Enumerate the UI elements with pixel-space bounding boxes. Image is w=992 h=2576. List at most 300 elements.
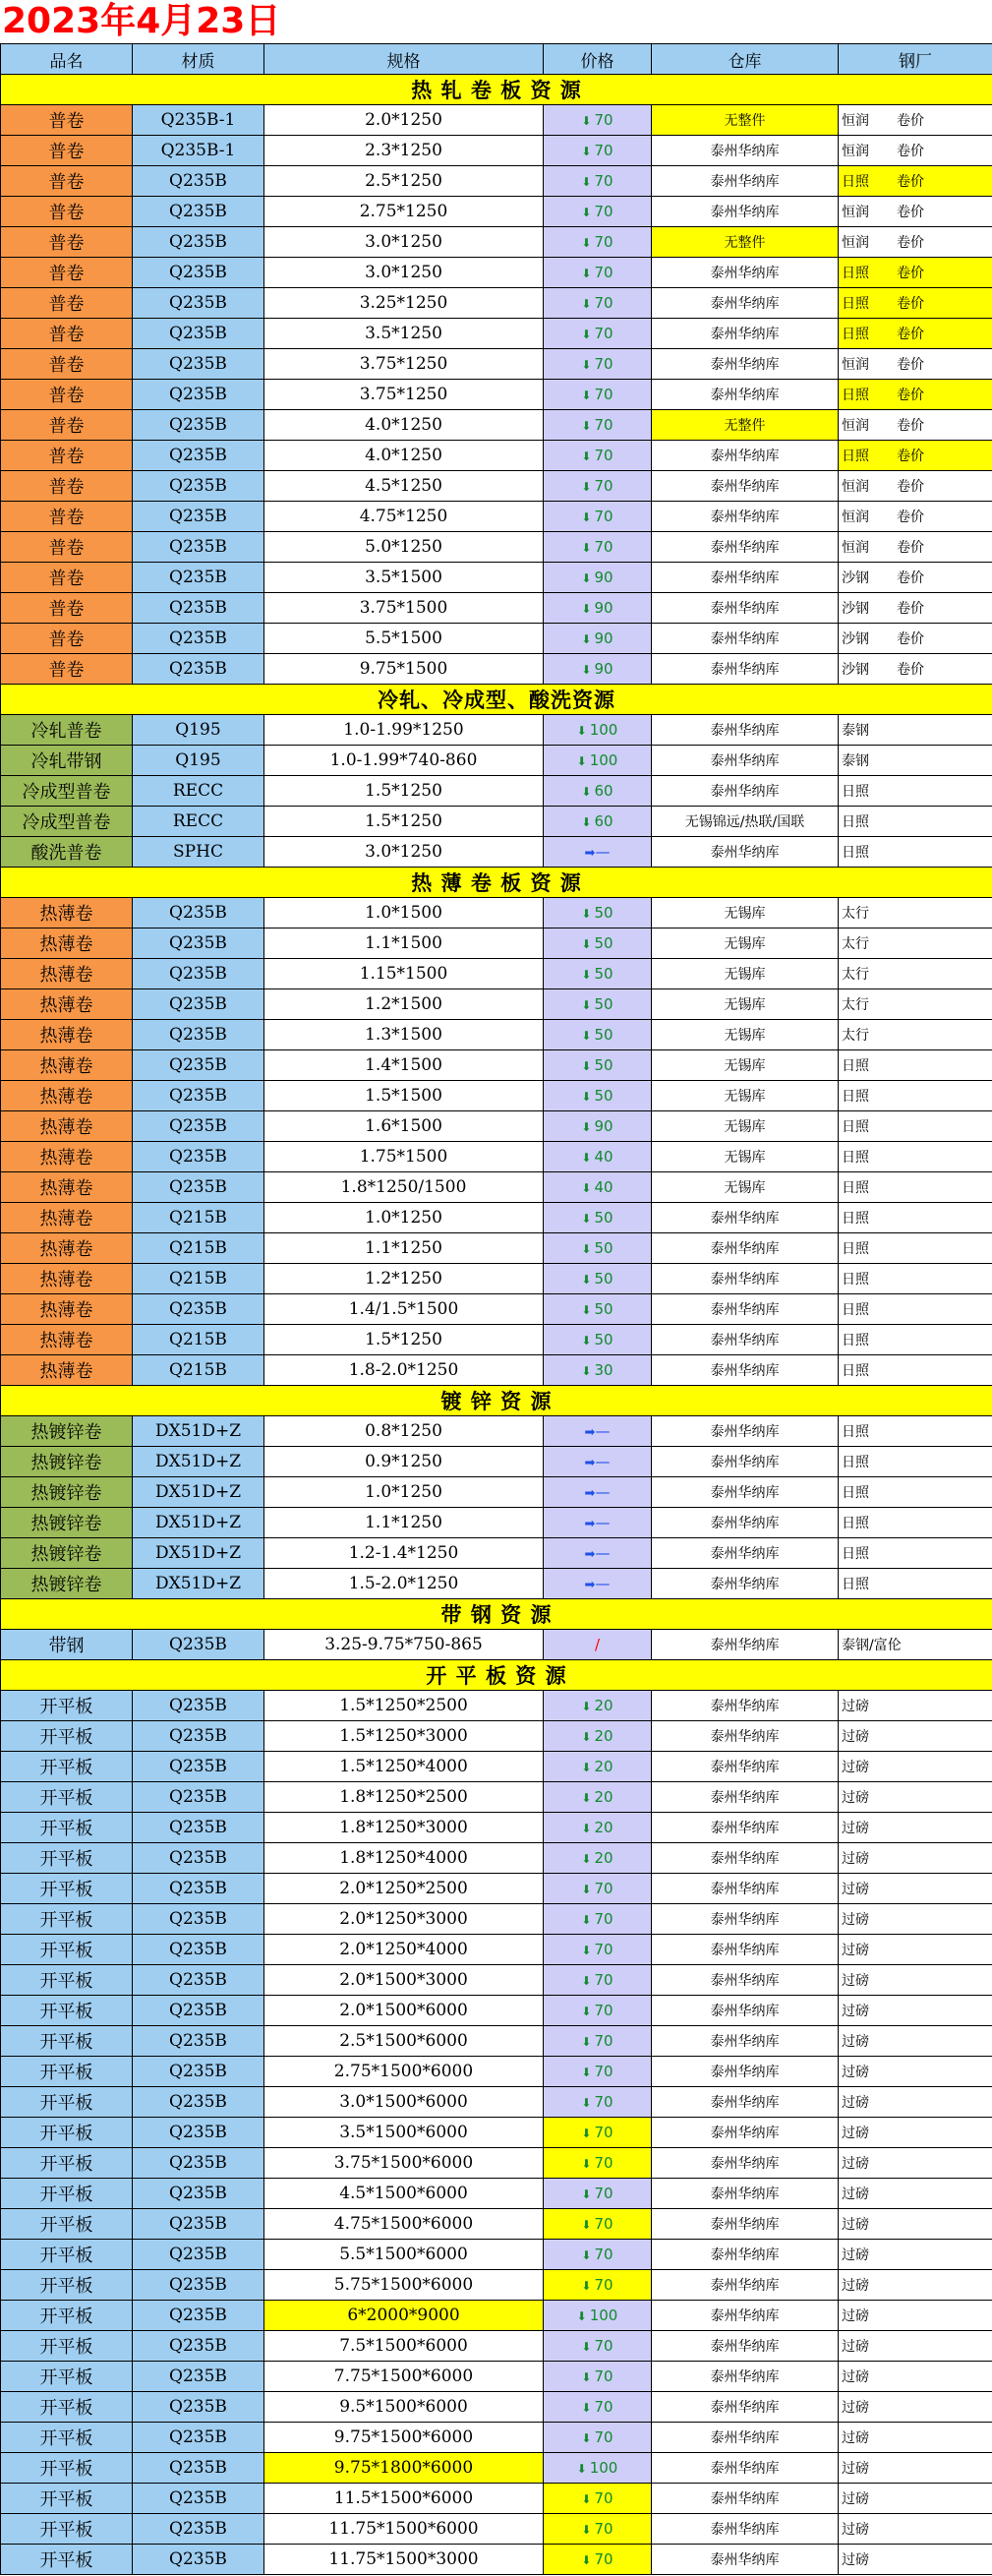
spec-cell: 3.75*1250 xyxy=(264,349,544,380)
price-value: 20 xyxy=(594,1849,613,1867)
price-cell xyxy=(544,1935,652,1965)
warehouse-cell: 泰州华纳库 xyxy=(652,1721,839,1752)
table-row xyxy=(1,1874,992,1904)
price-note: 卷价 xyxy=(897,266,924,281)
spec-cell: 2.0*1250 xyxy=(264,105,544,136)
price-value: 70 xyxy=(594,2032,613,2050)
header-warehouse: 仓库 xyxy=(652,44,839,75)
price-value: — xyxy=(595,1575,611,1592)
warehouse-cell: 泰州华纳库 xyxy=(652,1904,839,1935)
mill-cell xyxy=(839,1721,992,1752)
price-value: 70 xyxy=(594,2063,613,2080)
mill-name: 日照 xyxy=(842,1058,869,1074)
price-cell xyxy=(544,1996,652,2026)
down-arrow-icon: ⬇ xyxy=(581,937,592,951)
product-name-cell: 冷成型普卷 xyxy=(1,807,133,837)
price-value: 70 xyxy=(594,416,613,434)
warehouse-cell: 无锡库 xyxy=(652,1172,839,1203)
mill-cell xyxy=(839,1172,992,1203)
table-row xyxy=(1,1416,992,1447)
product-name-cell: 普卷 xyxy=(1,624,133,654)
material-cell: Q235B xyxy=(133,898,264,929)
spec-cell: 1.5*1250 xyxy=(264,807,544,837)
price-cell xyxy=(544,2057,652,2087)
table-row xyxy=(1,1325,992,1355)
product-name-cell: 开平板 xyxy=(1,2545,133,2575)
warehouse-cell: 泰州华纳库 xyxy=(652,593,839,624)
warehouse-cell: 泰州华纳库 xyxy=(652,380,839,410)
price-cell xyxy=(544,227,652,258)
table-row xyxy=(1,593,992,624)
price-note: 卷价 xyxy=(897,662,924,678)
mill-name: 泰钢 xyxy=(842,723,869,739)
material-cell: Q235B xyxy=(133,2270,264,2301)
material-cell: Q235B xyxy=(133,2118,264,2148)
warehouse-cell: 泰州华纳库 xyxy=(652,837,839,868)
price-value: 50 xyxy=(594,965,613,983)
price-value: 20 xyxy=(594,1819,613,1836)
spec-cell: 4.5*1500*6000 xyxy=(264,2179,544,2209)
price-value: 70 xyxy=(594,2367,613,2385)
warehouse-cell: 泰州华纳库 xyxy=(652,2270,839,2301)
warehouse-cell: 泰州华纳库 xyxy=(652,2392,839,2423)
mill-cell xyxy=(839,349,992,380)
mill-name: 日照 xyxy=(842,1577,869,1592)
mill-name: 日照 xyxy=(842,814,869,830)
material-cell: Q235B xyxy=(133,2331,264,2362)
mill-name: 过磅 xyxy=(842,2126,869,2141)
material-cell: Q215B xyxy=(133,1355,264,1386)
table-row xyxy=(1,2453,992,2484)
mill-cell xyxy=(839,532,992,563)
price-value: 70 xyxy=(594,2520,613,2538)
mill-name: 日照 xyxy=(842,1302,869,1318)
warehouse-cell: 泰州华纳库 xyxy=(652,441,839,471)
table-row xyxy=(1,1447,992,1477)
mill-name: 过磅 xyxy=(842,2339,869,2355)
price-cell xyxy=(544,2179,652,2209)
mill-name: 过磅 xyxy=(842,1943,869,1958)
spec-cell: 2.75*1250 xyxy=(264,197,544,227)
material-cell: DX51D+Z xyxy=(133,1477,264,1508)
table-row xyxy=(1,410,992,441)
product-name-cell: 热镀锌卷 xyxy=(1,1569,133,1599)
table-row xyxy=(1,2484,992,2514)
mill-name: 日照 xyxy=(842,327,869,342)
material-cell: RECC xyxy=(133,807,264,837)
warehouse-cell: 无锡库 xyxy=(652,1111,839,1142)
down-arrow-icon: ⬇ xyxy=(581,663,592,677)
price-cell xyxy=(544,807,652,837)
price-cell xyxy=(544,1508,652,1538)
product-name-cell: 开平板 xyxy=(1,1721,133,1752)
price-note: 卷价 xyxy=(897,144,924,159)
price-cell xyxy=(544,2026,652,2057)
material-cell: Q235B xyxy=(133,1111,264,1142)
price-value: 70 xyxy=(594,203,613,220)
material-cell: Q235B xyxy=(133,2484,264,2514)
material-cell: Q235B xyxy=(133,1691,264,1721)
product-name-cell: 普卷 xyxy=(1,136,133,166)
price-cell xyxy=(544,2362,652,2392)
mill-name: 恒润 xyxy=(842,235,869,251)
material-cell: Q235B xyxy=(133,1813,264,1843)
price-cell xyxy=(544,746,652,776)
header-spec: 规格 xyxy=(264,44,544,75)
product-name-cell: 开平板 xyxy=(1,2148,133,2179)
price-cell xyxy=(544,776,652,807)
right-arrow-icon: ➡ xyxy=(584,1486,596,1501)
product-name-cell: 普卷 xyxy=(1,166,133,197)
mill-name: 过磅 xyxy=(842,1912,869,1928)
mill-name: 日照 xyxy=(842,1119,869,1135)
table-row xyxy=(1,1111,992,1142)
product-name-cell: 热薄卷 xyxy=(1,1020,133,1050)
price-value: 90 xyxy=(594,629,613,647)
mill-cell xyxy=(839,1233,992,1264)
down-arrow-icon: ⬇ xyxy=(581,358,592,372)
product-name-cell: 开平板 xyxy=(1,2331,133,2362)
table-row xyxy=(1,1477,992,1508)
mill-cell xyxy=(839,1874,992,1904)
price-value: 70 xyxy=(594,355,613,373)
price-value: 100 xyxy=(589,2306,618,2324)
material-cell: Q235B xyxy=(133,349,264,380)
price-value: 70 xyxy=(594,2398,613,2416)
spec-cell: 6*2000*9000 xyxy=(264,2301,544,2331)
price-value: 70 xyxy=(594,325,613,342)
warehouse-cell: 泰州华纳库 xyxy=(652,2026,839,2057)
spec-cell: 7.75*1500*6000 xyxy=(264,2362,544,2392)
down-arrow-icon: ⬇ xyxy=(581,267,592,280)
product-name-cell: 热薄卷 xyxy=(1,1172,133,1203)
price-value: 50 xyxy=(594,1026,613,1044)
spec-cell: 1.75*1500 xyxy=(264,1142,544,1172)
table-row xyxy=(1,1569,992,1599)
spec-cell: 1.4*1500 xyxy=(264,1050,544,1081)
price-value: 50 xyxy=(594,1239,613,1257)
down-arrow-icon: ⬇ xyxy=(581,2401,592,2415)
down-arrow-icon: ⬇ xyxy=(581,2035,592,2049)
mill-name: 日照 xyxy=(842,1455,869,1470)
price-value: 50 xyxy=(594,1300,613,1318)
price-cell xyxy=(544,1447,652,1477)
product-name-cell: 热镀锌卷 xyxy=(1,1477,133,1508)
price-value: 70 xyxy=(594,1941,613,1958)
down-arrow-icon: ⬇ xyxy=(581,632,592,646)
price-value: 100 xyxy=(589,751,618,769)
mill-cell xyxy=(839,1447,992,1477)
spec-cell: 3.75*1250 xyxy=(264,380,544,410)
product-name-cell: 热镀锌卷 xyxy=(1,1447,133,1477)
down-arrow-icon: ⬇ xyxy=(581,602,592,616)
price-cell xyxy=(544,1203,652,1233)
section-row xyxy=(1,1660,992,1691)
mill-name: 过磅 xyxy=(842,1821,869,1836)
mill-name: 日照 xyxy=(842,1363,869,1379)
price-cell xyxy=(544,166,652,197)
spec-cell: 9.5*1500*6000 xyxy=(264,2392,544,2423)
table-row xyxy=(1,1294,992,1325)
price-note: 卷价 xyxy=(897,540,924,556)
product-name-cell: 开平板 xyxy=(1,1843,133,1874)
price-cell xyxy=(544,2453,652,2484)
spec-cell: 2.0*1500*3000 xyxy=(264,1965,544,1996)
warehouse-cell: 泰州华纳库 xyxy=(652,776,839,807)
warehouse-cell: 泰州华纳库 xyxy=(652,1508,839,1538)
material-cell: Q235B-1 xyxy=(133,136,264,166)
price-value: 50 xyxy=(594,934,613,952)
product-name-cell: 开平板 xyxy=(1,2240,133,2270)
product-name-cell: 开平板 xyxy=(1,2301,133,2331)
table-row xyxy=(1,2301,992,2331)
down-arrow-icon: ⬇ xyxy=(581,1273,592,1287)
header-name: 品名 xyxy=(1,44,133,75)
product-name-cell: 热薄卷 xyxy=(1,959,133,989)
down-arrow-icon: ⬇ xyxy=(581,1822,592,1835)
mill-cell xyxy=(839,1691,992,1721)
table-row xyxy=(1,441,992,471)
material-cell: Q235B xyxy=(133,2362,264,2392)
price-cell xyxy=(544,1355,652,1386)
price-note: 卷价 xyxy=(897,113,924,129)
table-row xyxy=(1,1904,992,1935)
table-row xyxy=(1,1142,992,1172)
price-value: 70 xyxy=(594,447,613,464)
mill-cell xyxy=(839,1752,992,1782)
down-arrow-icon: ⬇ xyxy=(576,724,587,738)
spec-cell: 1.6*1500 xyxy=(264,1111,544,1142)
price-cell xyxy=(544,1813,652,1843)
material-cell: Q235B xyxy=(133,1874,264,1904)
mill-name: 沙钢 xyxy=(842,570,869,586)
table-row xyxy=(1,2362,992,2392)
table-row xyxy=(1,227,992,258)
warehouse-cell: 泰州华纳库 xyxy=(652,2545,839,2575)
price-value: 70 xyxy=(594,538,613,556)
spec-cell: 5.75*1500*6000 xyxy=(264,2270,544,2301)
product-name-cell: 冷轧普卷 xyxy=(1,715,133,746)
material-cell: Q235B xyxy=(133,654,264,685)
mill-name: 过磅 xyxy=(842,1882,869,1897)
down-arrow-icon: ⬇ xyxy=(581,2370,592,2384)
product-name-cell: 开平板 xyxy=(1,1813,133,1843)
page-title: 2023年4月23日 xyxy=(2,1,281,41)
mill-name: 日照 xyxy=(842,1180,869,1196)
down-arrow-icon: ⬇ xyxy=(581,2431,592,2445)
spec-cell: 0.8*1250 xyxy=(264,1416,544,1447)
down-arrow-icon: ⬇ xyxy=(581,419,592,433)
warehouse-cell: 泰州华纳库 xyxy=(652,2057,839,2087)
spec-cell: 2.75*1500*6000 xyxy=(264,2057,544,2087)
mill-name: 恒润 xyxy=(842,540,869,556)
warehouse-cell: 泰州华纳库 xyxy=(652,1447,839,1477)
mill-cell xyxy=(839,1508,992,1538)
down-arrow-icon: ⬇ xyxy=(581,1029,592,1043)
mill-name: 沙钢 xyxy=(842,601,869,617)
price-cell xyxy=(544,1233,652,1264)
price-cell xyxy=(544,1874,652,1904)
down-arrow-icon: ⬇ xyxy=(581,1913,592,1927)
down-arrow-icon: ⬇ xyxy=(581,1791,592,1805)
mill-cell xyxy=(839,654,992,685)
warehouse-cell: 泰州华纳库 xyxy=(652,1416,839,1447)
down-arrow-icon: ⬇ xyxy=(581,1852,592,1866)
price-cell xyxy=(544,654,652,685)
material-cell: Q235B xyxy=(133,624,264,654)
mill-name: 过磅 xyxy=(842,2400,869,2416)
down-arrow-icon: ⬇ xyxy=(581,2218,592,2232)
product-name-cell: 普卷 xyxy=(1,288,133,319)
mill-cell xyxy=(839,624,992,654)
table-row xyxy=(1,1233,992,1264)
warehouse-cell: 泰州华纳库 xyxy=(652,2484,839,2514)
spec-cell: 1.1*1250 xyxy=(264,1233,544,1264)
down-arrow-icon: ⬇ xyxy=(581,206,592,219)
right-arrow-icon: ➡ xyxy=(584,846,596,861)
down-arrow-icon: ⬇ xyxy=(581,1090,592,1104)
warehouse-cell: 无锡锦远/热联/国联 xyxy=(652,807,839,837)
warehouse-cell: 无锡库 xyxy=(652,929,839,959)
price-value: 50 xyxy=(594,995,613,1013)
product-name-cell: 热薄卷 xyxy=(1,1233,133,1264)
price-cell xyxy=(544,898,652,929)
section-title: 冷轧、冷成型、酸洗资源 xyxy=(1,685,992,715)
down-arrow-icon: ⬇ xyxy=(581,2248,592,2262)
material-cell: Q235B xyxy=(133,2514,264,2545)
table-row xyxy=(1,288,992,319)
warehouse-cell: 泰州华纳库 xyxy=(652,1538,839,1569)
product-name-cell: 热薄卷 xyxy=(1,1203,133,1233)
spec-cell: 1.1*1250 xyxy=(264,1508,544,1538)
price-cell xyxy=(544,715,652,746)
down-arrow-icon: ⬇ xyxy=(581,1974,592,1988)
mill-cell xyxy=(839,989,992,1020)
mill-cell xyxy=(839,1020,992,1050)
table-row xyxy=(1,1630,992,1660)
mill-name: 恒润 xyxy=(842,144,869,159)
mill-name: 泰钢/富伦 xyxy=(842,1638,902,1653)
mill-name: 日照 xyxy=(842,1089,869,1105)
price-cell xyxy=(544,288,652,319)
material-cell: Q235B xyxy=(133,1935,264,1965)
product-name-cell: 普卷 xyxy=(1,593,133,624)
price-value: 50 xyxy=(594,904,613,922)
table-row xyxy=(1,2514,992,2545)
table-row xyxy=(1,1691,992,1721)
material-cell: Q235B xyxy=(133,2545,264,2575)
price-note: 卷价 xyxy=(897,601,924,617)
down-arrow-icon: ⬇ xyxy=(581,2127,592,2140)
price-note: 卷价 xyxy=(897,235,924,251)
spec-cell: 1.5*1250 xyxy=(264,1325,544,1355)
warehouse-cell: 无锡库 xyxy=(652,898,839,929)
price-value: 70 xyxy=(594,2215,613,2233)
spec-cell: 1.2-1.4*1250 xyxy=(264,1538,544,1569)
down-arrow-icon: ⬇ xyxy=(581,1303,592,1317)
price-value: 70 xyxy=(594,1880,613,1897)
mill-name: 过磅 xyxy=(842,1790,869,1806)
mill-name: 太行 xyxy=(842,936,869,952)
spec-cell: 1.5*1250*3000 xyxy=(264,1721,544,1752)
warehouse-cell: 泰州华纳库 xyxy=(652,1203,839,1233)
down-arrow-icon: ⬇ xyxy=(581,2492,592,2506)
down-arrow-icon: ⬇ xyxy=(581,2096,592,2110)
warehouse-cell: 泰州华纳库 xyxy=(652,288,839,319)
material-cell: Q235B xyxy=(133,2148,264,2179)
spec-cell: 4.75*1250 xyxy=(264,502,544,532)
spec-cell: 3.0*1250 xyxy=(264,258,544,288)
price-value: 90 xyxy=(594,660,613,678)
product-name-cell: 普卷 xyxy=(1,380,133,410)
price-cell xyxy=(544,2148,652,2179)
mill-cell xyxy=(839,2423,992,2453)
price-cell xyxy=(544,471,652,502)
mill-name: 日照 xyxy=(842,1485,869,1501)
warehouse-cell: 泰州华纳库 xyxy=(652,2331,839,2362)
material-cell: Q235B xyxy=(133,2087,264,2118)
spec-cell: 3.75*1500*6000 xyxy=(264,2148,544,2179)
product-name-cell: 开平板 xyxy=(1,2270,133,2301)
price-value: 20 xyxy=(594,1788,613,1806)
price-note: 卷价 xyxy=(897,296,924,312)
down-arrow-icon: ⬇ xyxy=(581,1120,592,1134)
material-cell: Q235B xyxy=(133,2453,264,2484)
price-cell xyxy=(544,2301,652,2331)
warehouse-cell: 泰州华纳库 xyxy=(652,624,839,654)
material-cell: DX51D+Z xyxy=(133,1569,264,1599)
warehouse-cell: 无整件 xyxy=(652,410,839,441)
price-cell xyxy=(544,2209,652,2240)
mill-name: 泰钢 xyxy=(842,753,869,769)
warehouse-cell: 泰州华纳库 xyxy=(652,2148,839,2179)
warehouse-cell: 无锡库 xyxy=(652,1020,839,1050)
material-cell: Q235B xyxy=(133,410,264,441)
product-name-cell: 热薄卷 xyxy=(1,1294,133,1325)
material-cell: Q235B xyxy=(133,502,264,532)
warehouse-cell: 泰州华纳库 xyxy=(652,1843,839,1874)
price-value: 50 xyxy=(594,1331,613,1348)
mill-cell xyxy=(839,2484,992,2514)
material-cell: Q235B xyxy=(133,1904,264,1935)
material-cell: Q235B xyxy=(133,2057,264,2087)
table-row xyxy=(1,1172,992,1203)
down-arrow-icon: ⬇ xyxy=(581,145,592,158)
warehouse-cell: 泰州华纳库 xyxy=(652,1996,839,2026)
down-arrow-icon: ⬇ xyxy=(581,2279,592,2293)
product-name-cell: 开平板 xyxy=(1,2057,133,2087)
mill-cell xyxy=(839,2057,992,2087)
warehouse-cell: 泰州华纳库 xyxy=(652,2301,839,2331)
table-row xyxy=(1,1508,992,1538)
material-cell: Q195 xyxy=(133,715,264,746)
mill-name: 过磅 xyxy=(842,2065,869,2080)
spec-cell: 2.0*1250*3000 xyxy=(264,1904,544,1935)
down-arrow-icon: ⬇ xyxy=(581,2066,592,2079)
spec-cell: 1.2*1250 xyxy=(264,1264,544,1294)
down-arrow-icon: ⬇ xyxy=(581,510,592,524)
table-row xyxy=(1,2179,992,2209)
mill-cell xyxy=(839,227,992,258)
mill-cell xyxy=(839,1264,992,1294)
price-cell xyxy=(544,2240,652,2270)
product-name-cell: 冷轧带钢 xyxy=(1,746,133,776)
table-row xyxy=(1,959,992,989)
mill-name: 日照 xyxy=(842,449,869,464)
down-arrow-icon: ⬇ xyxy=(581,998,592,1012)
product-name-cell: 开平板 xyxy=(1,1782,133,1813)
warehouse-cell: 泰州华纳库 xyxy=(652,1874,839,1904)
